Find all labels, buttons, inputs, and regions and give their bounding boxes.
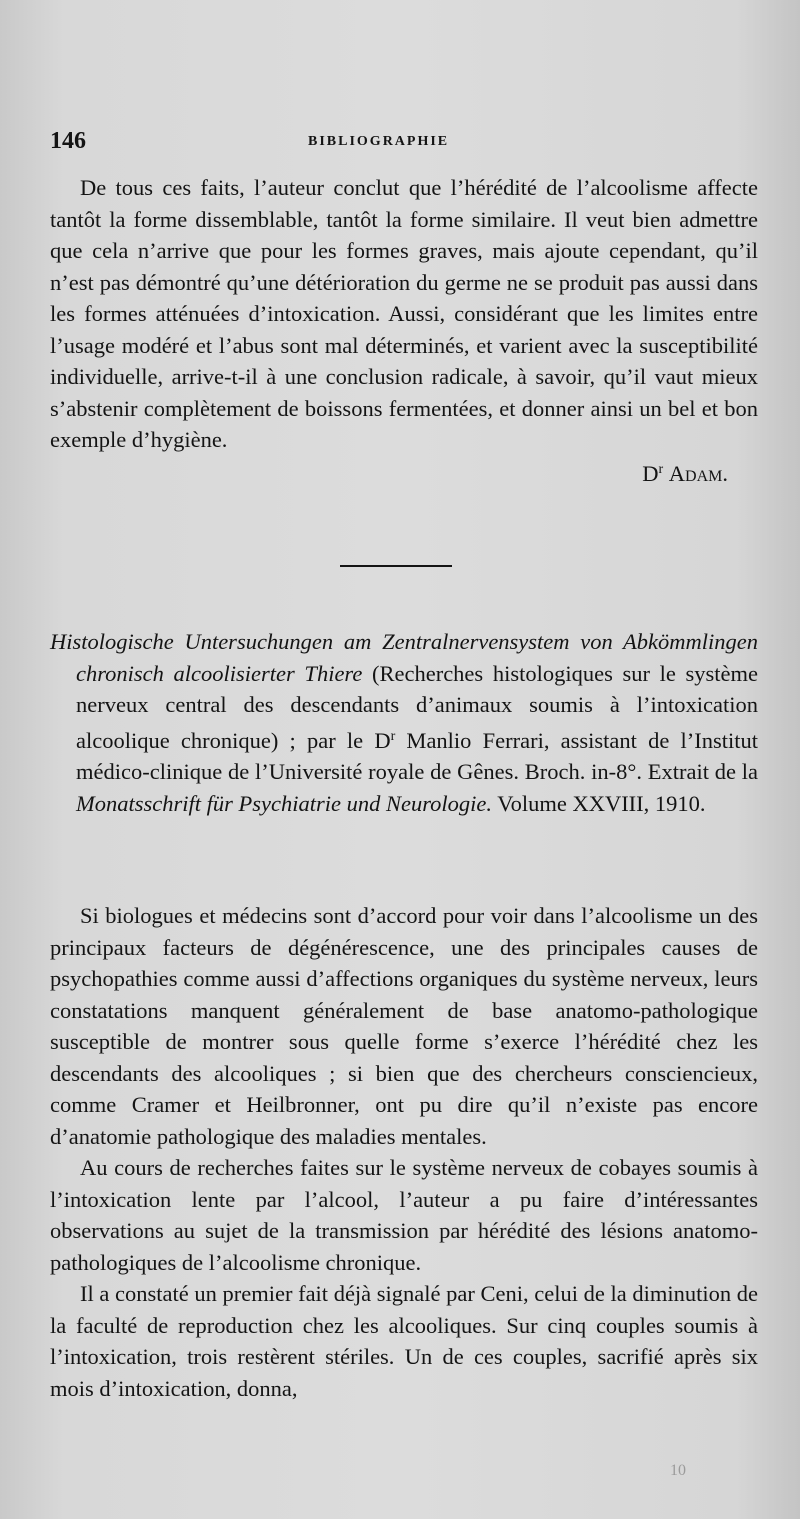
page-header [50, 128, 750, 158]
running-title: BIBLIOGRAPHIE [308, 134, 450, 149]
second-section [50, 900, 758, 1404]
citation-description: (Recherches histologiques sur le système nerveux central des descendants d’animaux soumis à l’intoxication alcoolique chronique) ; par le D [76, 660, 758, 753]
citation-block [50, 626, 758, 819]
citation-author-superscript: r [390, 728, 396, 744]
signature-superscript: r [658, 461, 664, 477]
citation-title: Histologische Untersuchungen am Zentralnervensystem von Abkömmlingen chronisch alcoolisierter Thiere [50, 629, 758, 686]
first-section [50, 172, 758, 489]
page-number: 146 [50, 128, 86, 154]
signature-prefix: D [642, 460, 659, 486]
citation-journal: Monatsschrift für Psychiatrie und Neurologie. [76, 790, 493, 816]
second-paragraph-1: Si biologues et médecins sont d’accord pour voir dans l’alcoolisme un des principaux facteurs de dégénérescence, une des principales causes de psychopathies comme aussi d’affections organiques du système nerveux, leurs constatations manquent généralement de base anatomo-pathologique susceptible de montrer sous quelle forme s’exerce l’hérédité chez les descendants des alcooliques ; si bien que des chercheurs consciencieux, comme Cramer et Heilbronner, ont pu dire qu’il n’existe pas encore d’anatomie pathologique des maladies mentales. [50, 903, 758, 1149]
first-paragraph: De tous ces faits, l’auteur conclut que l’hérédité de l’alcoolisme affecte tantôt la forme dissemblable, tantôt la forme similaire. Il veut bien admettre que cela n’arrive que pour les formes graves, mais ajoute cependant, qu’il n’est pas démontré qu’une détérioration du germe ne se produit pas aussi dans les formes atténuées d’intoxication. Aussi, considérant que les limites entre l’usage modéré et l’abus sont mal déterminés, et varient avec la susceptibilité individuelle, arrive-t-il à une conclusion radicale, à savoir, qu’il vaut mieux s’abstenir complètement de boissons fermentées, et donner ainsi un bel et bon exemple d’hygiène. [50, 175, 758, 452]
faint-footer-number: 10 [670, 1462, 686, 1479]
second-paragraph-2: Au cours de recherches faites sur le système nerveux de cobayes soumis à l’intoxication lente par l’alcool, l’auteur a pu faire d’intéressantes observations au sujet de la transmission par hérédité des lésions anatomo-pathologiques de l’alcoolisme chronique. [50, 1155, 758, 1275]
signature [50, 454, 758, 490]
citation-volume: Volume XXVIII, 1910. [492, 790, 706, 816]
signature-name: Adam. [668, 460, 728, 486]
section-divider [340, 565, 452, 567]
second-paragraph-3: Il a constaté un premier fait déjà signalé par Ceni, celui de la diminution de la faculté de reproduction chez les alcooliques. Sur cinq couples soumis à l’intoxication, trois restèrent stériles. Un de ces couples, sacrifié après six mois d’intoxication, donna, [50, 1281, 758, 1401]
citation-author: Manlio Ferrari, assistant de l’Institut médico-clinique de l’Université royale de Gênes. Broch. in-8°. Extrait de la [76, 727, 758, 784]
